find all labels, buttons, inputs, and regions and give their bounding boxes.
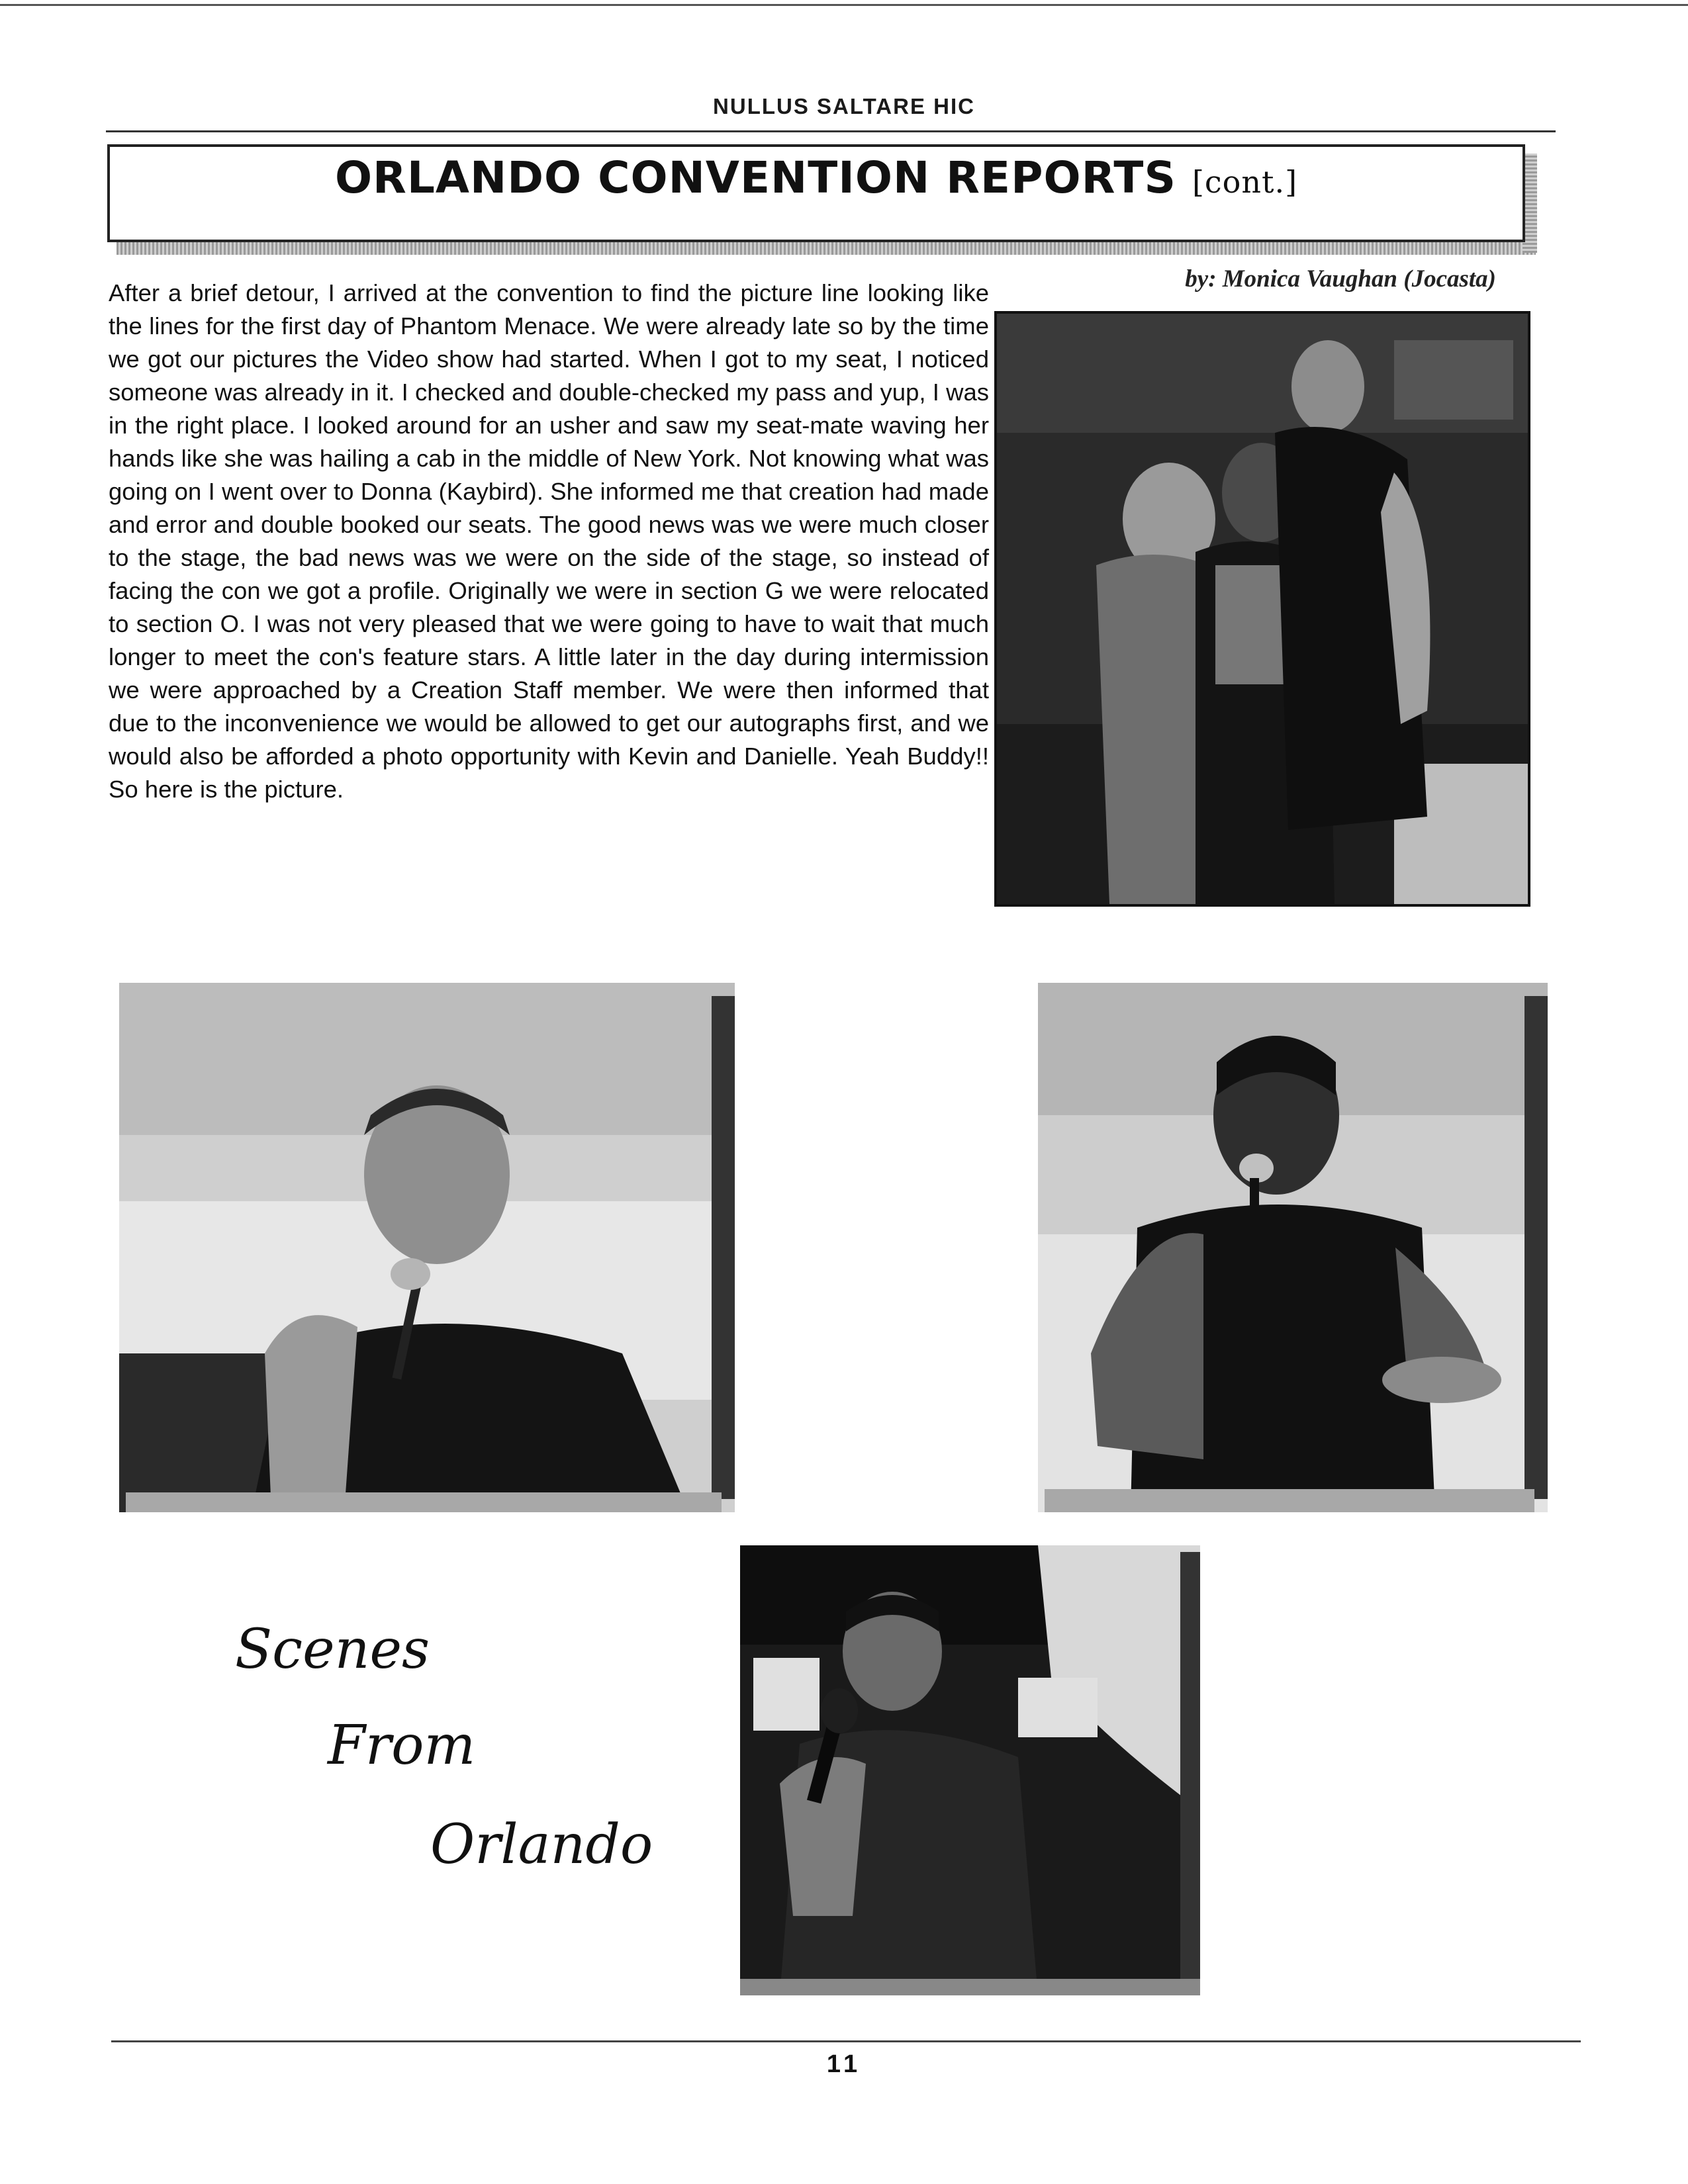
article-title-main: ORLANDO CONVENTION REPORTS	[334, 152, 1176, 203]
article-title	[107, 152, 1525, 203]
footer-rule	[111, 2040, 1581, 2042]
article-byline: by: Monica Vaughan (Jocasta)	[1185, 265, 1496, 293]
stage-photo-left	[119, 983, 735, 1512]
caption-from: From	[328, 1714, 476, 1777]
top-edge-rule	[0, 4, 1688, 6]
title-box-shadow	[117, 240, 1536, 255]
article-body: After a brief detour, I arrived at the convention to find the picture line looking like the lines for the first day of Phantom Menace. We were already late so by the time we got our pictures the Video show had started. When I got to my seat, I noticed someone was already in it. I checked and double-checked my pass and yup, I was in the right place. I looked around for an usher and saw my seat-mate waving her hands like she was hailing a cab in the middle of New York. Not knowing what was going on I went over to Donna (Kaybird). She informed me that creation had made and error and double booked our seats. The good news was we were much closer to the stage, the bad news was we were on the side of the stage, so instead of facing the con we got a profile. Originally we were in section G we were relocated to section O. I was not very pleased that we were going to have to wait that much longer to meet the con's feature stars. A little later in the day during intermission we were approached by a Creation Staff member. We were then informed that due to the inconvenience we would be allowed to get our autographs first, and we would also be afforded a photo opportunity with Kevin and Danielle. Yeah Buddy!! So here is the picture.	[109, 279, 989, 803]
stage-photo-bottom	[740, 1545, 1200, 1995]
publication-masthead: NULLUS SALTARE HIC	[713, 94, 975, 118]
caption-scenes: Scenes	[235, 1618, 430, 1681]
stage-photo-right	[1038, 983, 1548, 1512]
article-title-suffix: [cont.]	[1192, 164, 1298, 200]
caption-orlando: Orlando	[430, 1813, 653, 1876]
group-photo	[994, 311, 1530, 907]
page-number: 11	[826, 2050, 862, 2078]
masthead-rule	[106, 130, 1556, 132]
